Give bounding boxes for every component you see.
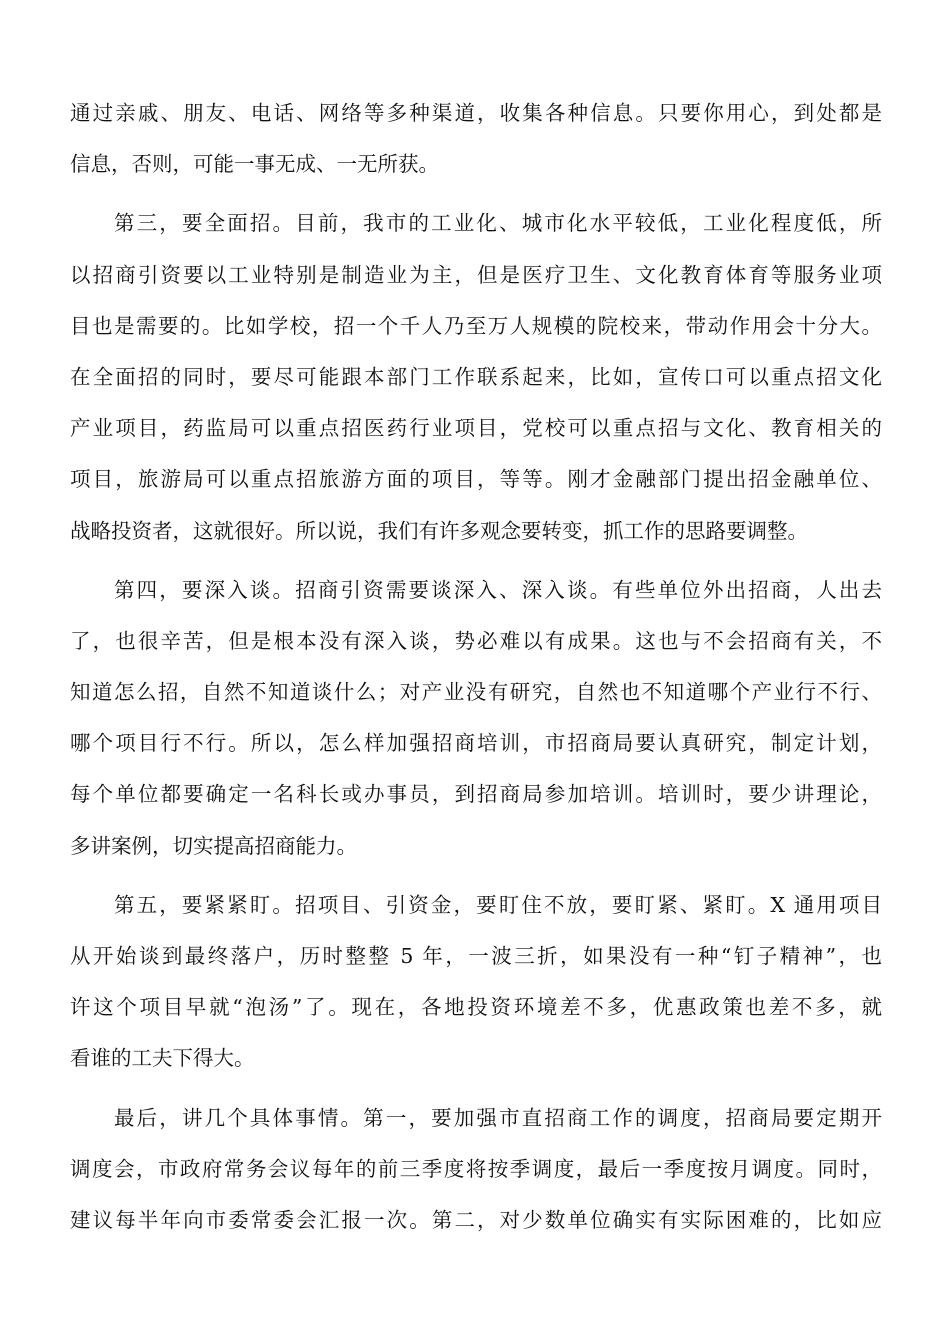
text-line: 战略投资者，这就很好。所以说，我们有许多观念要转变，抓工作的思路要调整。 <box>70 518 808 543</box>
text-line: 目也是需要的。比如学校，招一个千人乃至万人规模的院校来，带动作用会十分大。 <box>70 313 882 338</box>
text-line: 看谁的工夫下得大。 <box>70 1046 255 1071</box>
paragraph-first-line: 最后，讲几个具体事情。第一，要加强市直招商工作的调度，招商局要定期开 <box>114 1105 882 1130</box>
text-line: 哪个项目行不行。所以，怎么样加强招商培训，市招商局要认真研究，制定计划， <box>70 731 882 756</box>
text-line: 在全面招的同时，要尽可能跟本部门工作联系起来，比如，宣传口可以重点招文化 <box>70 364 882 389</box>
paragraph-first-line: 第三，要全面招。目前，我市的工业化、城市化水平较低，工业化程度低，所 <box>114 211 882 236</box>
text-line: 知道怎么招，自然不知道谈什么；对产业没有研究，自然也不知道哪个产业行不行、 <box>70 680 882 705</box>
text-line: 许这个项目早就“泡汤”了。现在，各地投资环境差不多，优惠政策也差不多，就 <box>70 995 882 1020</box>
text-line: 以招商引资要以工业特别是制造业为主，但是医疗卫生、文化教育体育等服务业项 <box>70 262 882 287</box>
text-line: 建议每半年向市委常委会汇报一次。第二，对少数单位确实有实际困难的，比如应 <box>70 1207 882 1232</box>
text-line: 每个单位都要确定一名科长或办事员，到招商局参加培训。培训时，要少讲理论， <box>70 782 882 807</box>
text-line: 从开始谈到最终落户，历时整整 5 年，一波三折，如果没有一种“钉子精神”，也 <box>70 944 882 968</box>
text-line: 通过亲戚、朋友、电话、网络等多种渠道，收集各种信息。只要你用心，到处都是 <box>70 101 882 125</box>
text-line: 调度会，市政府常务会议每年的前三季度将按季调度，最后一季度按月调度。同时， <box>70 1156 882 1181</box>
body-text <box>70 88 882 1246</box>
text-line: 项目，旅游局可以重点招旅游方面的项目，等等。刚才金融部门提出招金融单位、 <box>70 467 882 492</box>
paragraph-first-line: 第四，要深入谈。招商引资需要谈深入、深入谈。有些单位外出招商，人出去 <box>114 577 882 602</box>
paragraph-first-line: 第五，要紧紧盯。招项目、引资金，要盯住不放，要盯紧、紧盯。X 通用项目 <box>114 892 882 917</box>
text-line: 多讲案例，切实提高招商能力。 <box>70 833 357 858</box>
text-line: 产业项目，药监局可以重点招医药行业项目，党校可以重点招与文化、教育相关的 <box>70 416 882 441</box>
text-line: 信息，否则，可能一事无成、一无所获。 <box>70 152 439 177</box>
text-line: 了，也很辛苦，但是根本没有深入谈，势必难以有成果。这也与不会招商有关，不 <box>70 628 882 653</box>
